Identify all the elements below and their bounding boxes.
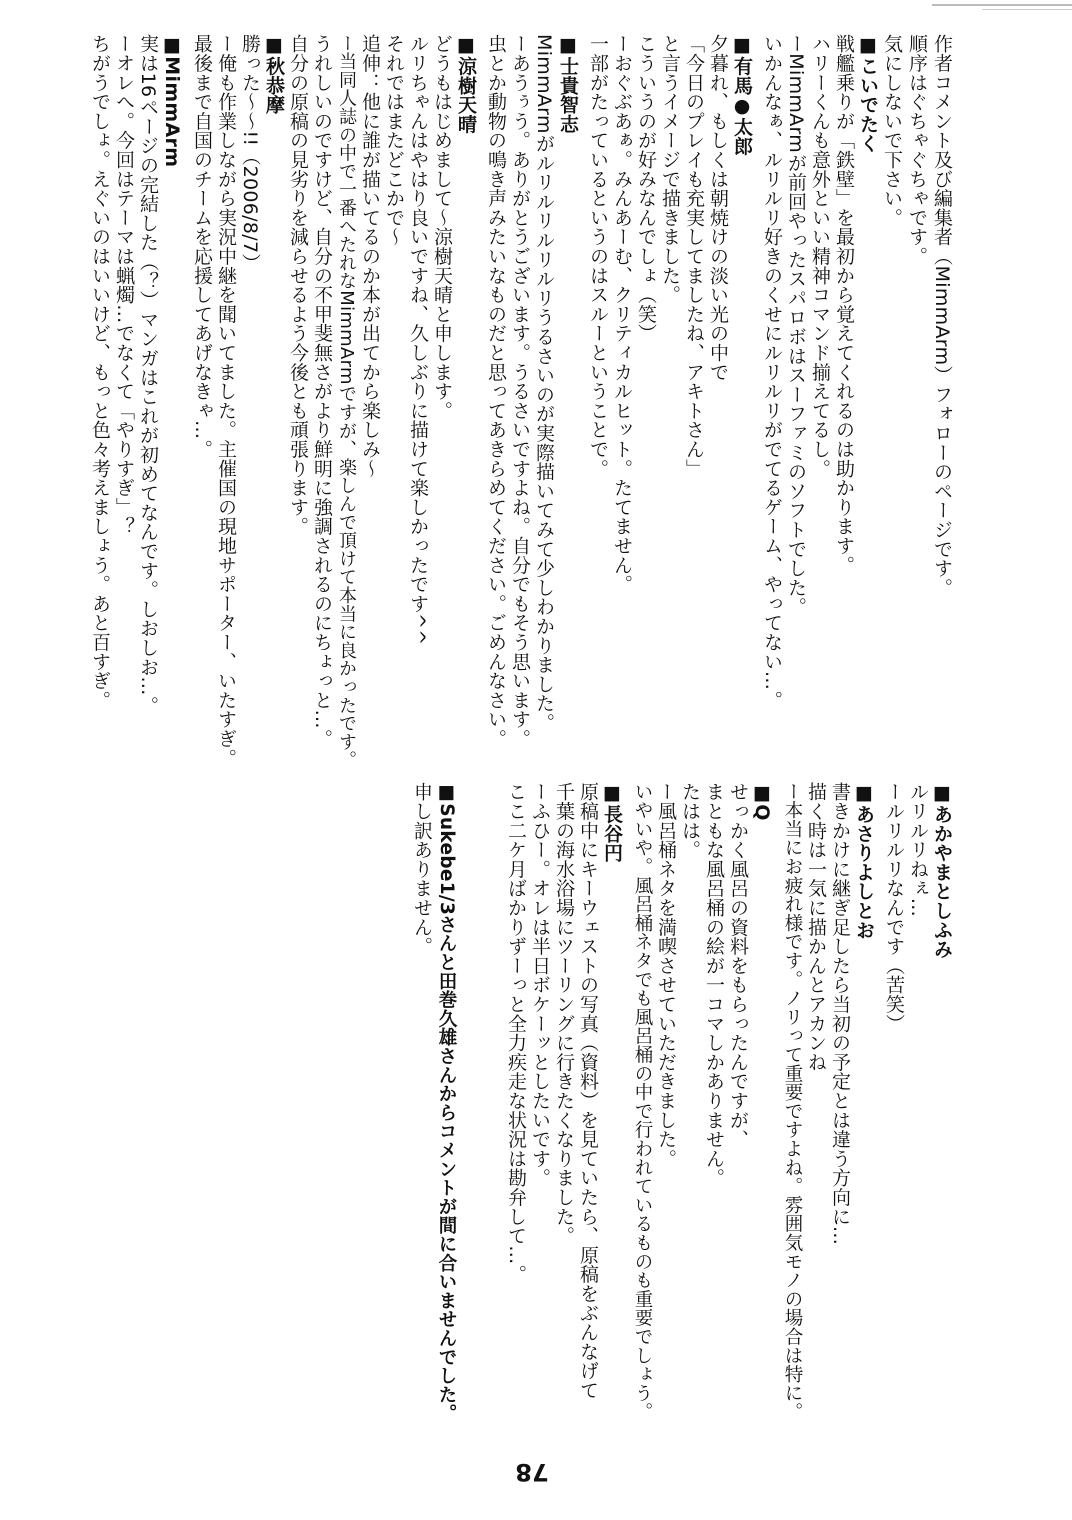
text-column: MimmArmがルリルリルリルリうるさいのが実際描いてみて少しわかりました。 [533, 34, 555, 733]
author-heading: ■士貴智志 [557, 34, 579, 134]
text-column: 勝った〜〜!!（2006/8/7） [239, 34, 261, 273]
author-heading: ■Q [751, 782, 773, 821]
page-number: 78 [515, 1458, 549, 1486]
author-heading: ■涼樹天晴 [455, 34, 477, 134]
text-column: 順序はぐちゃぐちゃです。 [906, 34, 928, 266]
author-heading: ■長谷円 [601, 782, 623, 863]
text-column: 描く時は一気に描かんとアカンね [805, 782, 827, 1072]
text-column: 気にしないで下さい。 [881, 34, 903, 227]
author-heading: ■有馬●太郎 [731, 34, 753, 156]
text-column: いやいや。風呂桶ネタでも風呂桶の中で行われているものも重要でしょう。 [632, 782, 653, 1422]
text-column: と言うイメージで描きました。 [659, 34, 681, 305]
author-heading: ■Sukebe1/3さんと田巻久雄さんからコメントが間に合いませんでした。 [436, 782, 457, 1423]
text-column: 「今日のプレイも充実してましたね、アキトさん」 [683, 34, 705, 478]
text-column: ルリちゃんはやはり良いですね、久しぶりに描けて楽しかったです^^ [407, 34, 429, 646]
text-column: 虫とか動物の鳴き声みたいなものだと思ってあきらめてください。ごめんなさい。 [485, 34, 507, 749]
text-column: うれしいのですけど、自分の不甲斐無さがより鮮明に強調されるのにちょっと…。 [311, 34, 333, 749]
text-column: 夕暮れ、もしくは朝焼けの淡い光の中で [707, 34, 729, 382]
text-column: 最後まで自国のチームを応援してあげなきゃ…。 [191, 34, 213, 459]
text-column: こういうのが好みなんでしょ（笑） [635, 34, 657, 343]
text-column: ーMimmArmが前回やったスパロボはスーファミのソフトでした。 [785, 34, 807, 617]
text-column: 書きかけに継ぎ足したら当初の予定とは違う方向に… [829, 782, 851, 1246]
text-column: せっかく風呂の資料をもらったんですが、 [727, 782, 749, 1149]
text-column: ーふひー。オレは半日ボケーッとしたいです。 [529, 782, 551, 1188]
text-column: ルリルリねぇ… [907, 782, 929, 918]
text-column: ハリーくんも意外といい精神コマンド揃えてるし。 [809, 34, 831, 478]
text-column: ーオレへ。今回はテーマは蝋燭…でなくて「やりすぎ」？ [113, 34, 135, 536]
text-column: ー風呂桶ネタを満喫させていただきました。 [655, 782, 677, 1168]
text-column: それではまたどこかで〜 [383, 34, 405, 247]
text-column: ー本当にお疲れ様です。ノリって重要ですよね。雰囲気モノの場合は特に。 [782, 782, 803, 1422]
text-column: ールリルリなんです（苦笑） [883, 782, 905, 1033]
text-column: 千葉の海水浴場にツーリングに行きたくなりました。 [553, 782, 575, 1246]
text-column: ー俺も作業しながら実況中継を聞いてました。主催国の現地サポーター、いたすぎ。 [215, 34, 237, 768]
author-heading: ■秋恭摩 [263, 34, 285, 115]
text-column: ちがうでしょ。えぐいのはいいけど、もっと色々考えましょう。あと百すぎ。 [89, 34, 111, 710]
text-column: 自分の原稿の見劣りを減らせるよう今後とも頑張ります。 [287, 34, 309, 536]
text-column: 原稿中にキーウェストの写真（資料）を見ていたら、原稿をぶんなげて [577, 782, 599, 1400]
author-heading: ■こいでたく [857, 34, 879, 153]
corner-divider-thin [982, 9, 1072, 10]
text-column: いかんなぁ、ルリルリ好きのくせにルリルリがでてるゲーム、やってない…。 [761, 34, 783, 710]
text-column: 作者コメント及び編集者（MimmArm）フォローのページです。 [931, 34, 953, 597]
text-column: ー当同人誌の中で一番へたれなMimmArmですが、楽しんで頂けて本当に良かったです。 [336, 34, 357, 770]
text-column: ーおぐぶあぁ。みんあーむ、クリティカルヒット。たてません。 [611, 34, 633, 594]
text-column: 追伸：他に誰が描いてるのか本が出てから楽しみ〜 [359, 34, 381, 478]
text-column: ここ二ケ月ばかりずーっと全力疾走な状況は勘弁して…。 [505, 782, 527, 1284]
text-column: 戦艦乗りが「鉄壁」を最初から覚えてくれるのは助かります。 [833, 34, 855, 575]
text-column: まともな風呂桶の絵が一コマしかありません。 [703, 782, 725, 1188]
text-column: 実は16ページの完結した（？）マンガはこれが初めてなんです。しおしお…。 [137, 34, 159, 715]
text-column: 一部がたっているというのはスルーということで。 [587, 34, 609, 478]
author-heading: ■あかやまとしふみ [931, 782, 953, 959]
text-column: ーあうぅう。ありがとうございます。うるさいですよね。自分でもそう思います。 [509, 34, 531, 749]
text-column: どうもはじめまして〜涼樹天晴と申します。 [431, 34, 453, 420]
text-column: 申し訳ありません。 [411, 782, 433, 956]
author-heading: ■MimmArm [161, 34, 183, 168]
text-column: たはは。 [679, 782, 701, 860]
author-heading: ■あさりよしとお [853, 782, 875, 940]
corner-divider [932, 4, 1072, 6]
